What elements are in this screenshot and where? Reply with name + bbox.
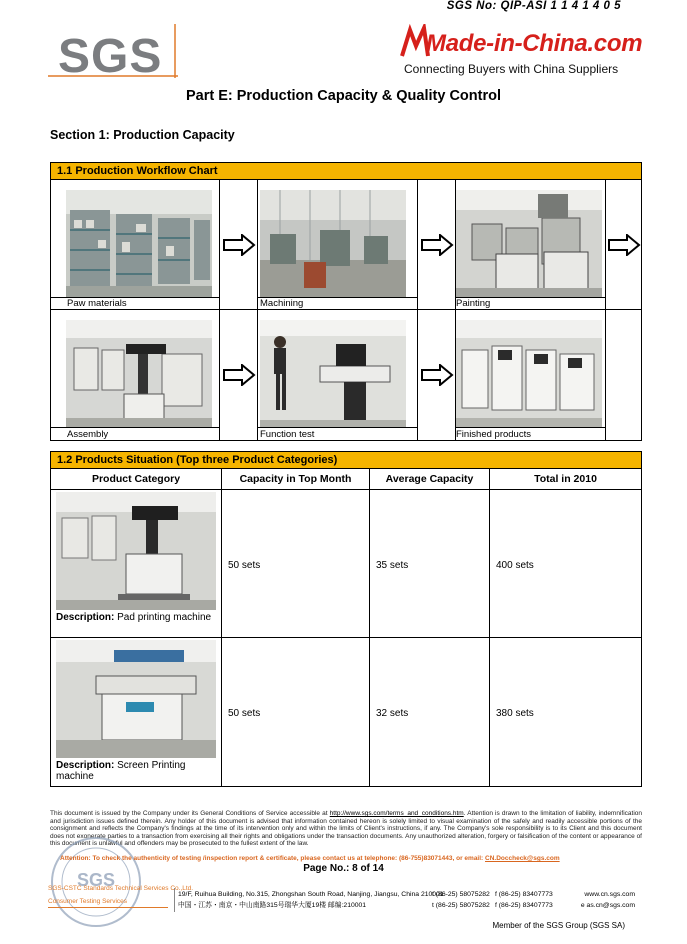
screen-printing-machine-photo: [56, 640, 216, 758]
workflow-step-label: Paw materials: [67, 298, 127, 309]
workflow-step: [51, 310, 220, 440]
total-2010: 400 sets: [496, 560, 534, 571]
workflow-arrow: [606, 180, 641, 309]
workflow-step-label: Finished products: [456, 429, 531, 440]
product-category-cell: [51, 638, 222, 786]
column-header: Average Capacity: [385, 473, 474, 485]
right-arrow-icon: [420, 234, 454, 256]
workflow-step: [258, 310, 418, 440]
assembly-photo: [66, 320, 212, 428]
fax: [495, 889, 553, 911]
svg-text:SGS: SGS: [76, 870, 116, 890]
sgs-logo: [48, 24, 178, 78]
workflow-step-label: Assembly: [67, 429, 109, 440]
email-link[interactable]: e as.cn@sgs.com: [580, 902, 635, 909]
right-arrow-icon: [607, 234, 641, 256]
address-english: 19/F, Ruihua Building, No.315, Zhongshan South Road, Nanjing, Jiangsu, China 210001: [178, 891, 444, 898]
workflow-step: [258, 180, 418, 309]
workflow-arrow: [418, 180, 456, 309]
workshop-photo: [260, 190, 406, 298]
workflow-empty-cell: [606, 310, 641, 440]
fax-line: f (86-25) 83407773: [495, 902, 553, 909]
right-arrow-icon: [222, 364, 256, 386]
authenticity-notice: [60, 855, 560, 862]
telephone-line: t (86-25) 58075282: [432, 891, 490, 898]
address-divider: [174, 888, 175, 912]
description-text: Pad printing machine: [114, 612, 212, 623]
workflow-step: [456, 310, 606, 440]
average-capacity: 32 sets: [376, 708, 409, 719]
workflow-table: [50, 162, 642, 441]
right-arrow-icon: [420, 364, 454, 386]
mic-tagline: Connecting Buyers with China Suppliers: [404, 62, 619, 76]
fax-line: f (86-25) 83407773: [495, 891, 553, 898]
function-test-photo: [260, 320, 406, 428]
telephone: [432, 889, 490, 911]
workflow-step-label: Painting: [456, 298, 491, 309]
footer-divider: [48, 907, 168, 908]
products-header-row: [51, 469, 641, 490]
contact-web: [581, 889, 635, 911]
company-division: Consumer Testing Services: [48, 898, 127, 905]
address-chinese: 中国・江苏・南京・中山南路315号瑞华大厦19楼 邮编:210001: [178, 902, 367, 909]
product-category-cell: [51, 490, 222, 637]
workflow-arrow: [220, 310, 258, 440]
painting-room-photo: [456, 190, 602, 298]
pad-printing-machine-photo: [56, 492, 216, 610]
warehouse-shelves-photo: [66, 190, 212, 298]
sgs-report-number: SGS No: QIP-ASI 1 1 4 1 4 0 5: [446, 0, 621, 12]
svg-text:SGS: SGS: [58, 30, 163, 78]
company-name: SGS-CSTC Standards Technical Services Co.,Ltd.: [48, 885, 194, 892]
attention-text: Attention: To check the authenticity of testing /inspection report & certificate, please contact us at telephone: (86-755)83071443, or email:: [60, 855, 486, 862]
column-header: Capacity in Top Month: [239, 473, 352, 485]
product-description: [56, 612, 217, 623]
column-header: Total in 2010: [534, 473, 597, 485]
product-description: [56, 760, 217, 782]
disclaimer-text: . Attention is drawn to the limitation of liability, indemnification and jurisdiction issues defined therein. Any holder of this document is advised that information contained hereon is solely limited to visual examination of the safely and readily accessible portions of the consignment and reflects the Company's findings at the time of its intervention only and within the limits of Client's instructions, if any. The Company's sole responsibility is to its Client and this document does not exonerate parties to a transaction from exercising all their rights and obligations under the transaction documents. Any unauthorized alteration, forgery or falsification of the content or appearance of this document is unlawful and offenders may be prosecuted to the fullest extent of the law.: [50, 810, 643, 847]
website-link[interactable]: www.cn.sgs.com: [584, 891, 635, 898]
workflow-row: [51, 180, 641, 310]
terms-link[interactable]: http://www.sgs.com/terms_and_conditions.htm: [329, 810, 464, 817]
column-header: Product Category: [91, 473, 181, 485]
description-label: Description:: [56, 760, 115, 771]
description-text: Screen Printing machine: [56, 760, 186, 782]
products-table: [50, 451, 642, 787]
workflow-arrow: [418, 310, 456, 440]
finished-products-photo: [456, 320, 602, 428]
workflow-arrow: [220, 180, 258, 309]
workflow-step: [456, 180, 606, 309]
capacity-top-month: 50 sets: [228, 708, 261, 719]
sgs-seal-stamp: [46, 832, 146, 932]
workflow-step-label: Function test: [260, 429, 315, 440]
workflow-step: [51, 180, 220, 309]
workflow-row: [51, 310, 641, 440]
telephone-line: t (86-25) 58075282: [432, 902, 490, 909]
average-capacity: 35 sets: [376, 560, 409, 571]
mic-logo-text: Made-in-China.com: [426, 30, 643, 57]
capacity-top-month: 50 sets: [228, 560, 261, 571]
products-heading: 1.2 Products Situation (Top three Product Categories): [51, 452, 641, 469]
right-arrow-icon: [222, 234, 256, 256]
workflow-heading: 1.1 Production Workflow Chart: [51, 163, 641, 180]
company-address: [178, 889, 444, 911]
section-title: Section 1: Production Capacity: [50, 128, 235, 142]
total-2010: 380 sets: [496, 708, 534, 719]
doccheck-email-link[interactable]: CN.Doccheck@sgs.com: [485, 855, 560, 862]
table-row: [51, 638, 641, 786]
page-number: Page No.: 8 of 14: [303, 863, 384, 874]
table-row: [51, 490, 641, 638]
workflow-step-label: Machining: [260, 298, 304, 309]
disclaimer-text: This document is issued by the Company under its General Conditions of Service accessible at: [50, 810, 330, 817]
description-label: Description:: [56, 612, 115, 623]
sgs-group-member: Member of the SGS Group (SGS SA): [492, 921, 625, 930]
page-title: Part E: Production Capacity & Quality Control: [185, 88, 501, 104]
